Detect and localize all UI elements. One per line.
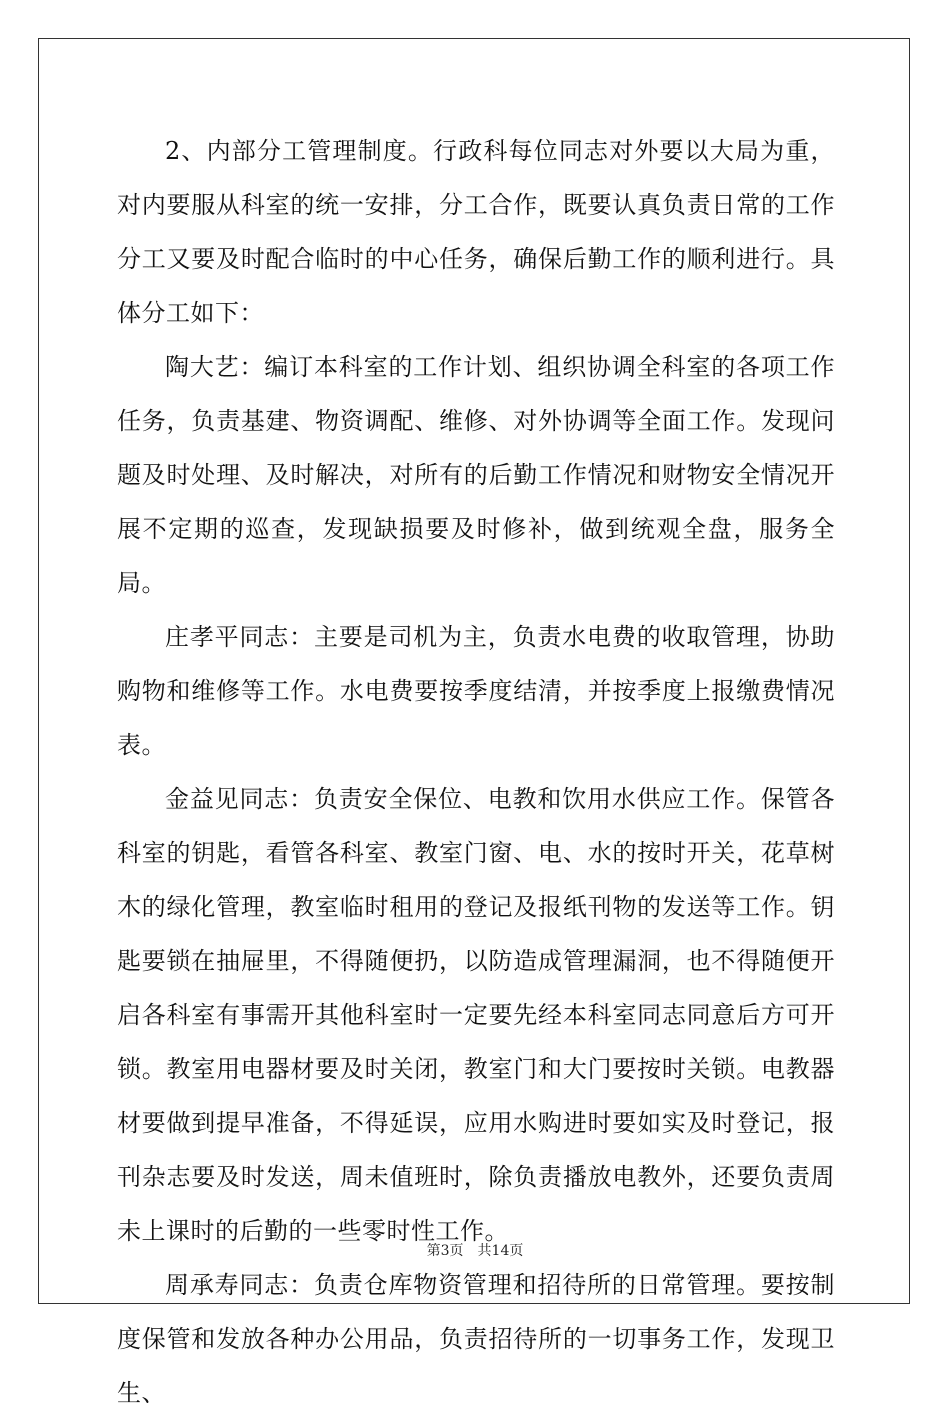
document-body [117,124,835,1420]
page-number: 第3页 [426,1243,464,1259]
total-pages: 共14页 [477,1243,524,1259]
page-footer [0,1240,950,1260]
paragraph-zhuang-xiaoping: 庄孝平同志：主要是司机为主，负责水电费的收取管理，协助购物和维修等工作。水电费要按季度结清，并按季度上报缴费情况表。 [117,623,835,759]
paragraph-jin-yijian: 金益见同志：负责安全保位、电教和饮用水供应工作。保管各科室的钥匙，看管各科室、教室门窗、电、水的按时开关，花草树木的绿化管理，教室临时租用的登记及报纸刊物的发送等工作。钥匙要锁在抽屉里，不得随便扔，以防造成管理漏洞，也不得随便开启各科室有事需开其他科室时一定要先经本科室同志同意后方可开锁。教室用电器材要及时关闭，教室门和大门要按时关锁。电教器材要做到提早准备，不得延误，应用水购进时要如实及时登记，报刊杂志要及时发送，周未值班时，除负责播放电教外，还要负责周未上课时的后勤的一些零时性工作。 [117,785,835,1245]
paragraph-division-of-labor: 2、内部分工管理制度。行政科每位同志对外要以大局为重，对内要服从科室的统一安排，分工合作，既要认真负责日常的工作分工又要及时配合临时的中心任务，确保后勤工作的顺利进行。具体分工如下： [117,137,835,327]
paragraph-tao-dayi: 陶大艺：编订本科室的工作计划、组织协调全科室的各项工作任务，负责基建、物资调配、维修、对外协调等全面工作。发现问题及时处理、及时解决，对所有的后勤工作情况和财物安全情况开展不定期的巡查，发现缺损要及时修补，做到统观全盘，服务全局。 [117,353,835,597]
paragraph-zhou-chengshou: 周承寿同志：负责仓库物资管理和招待所的日常管理。要按制度保管和发放各种办公用品，负责招待所的一切事务工作，发现卫生、 [117,1271,835,1407]
